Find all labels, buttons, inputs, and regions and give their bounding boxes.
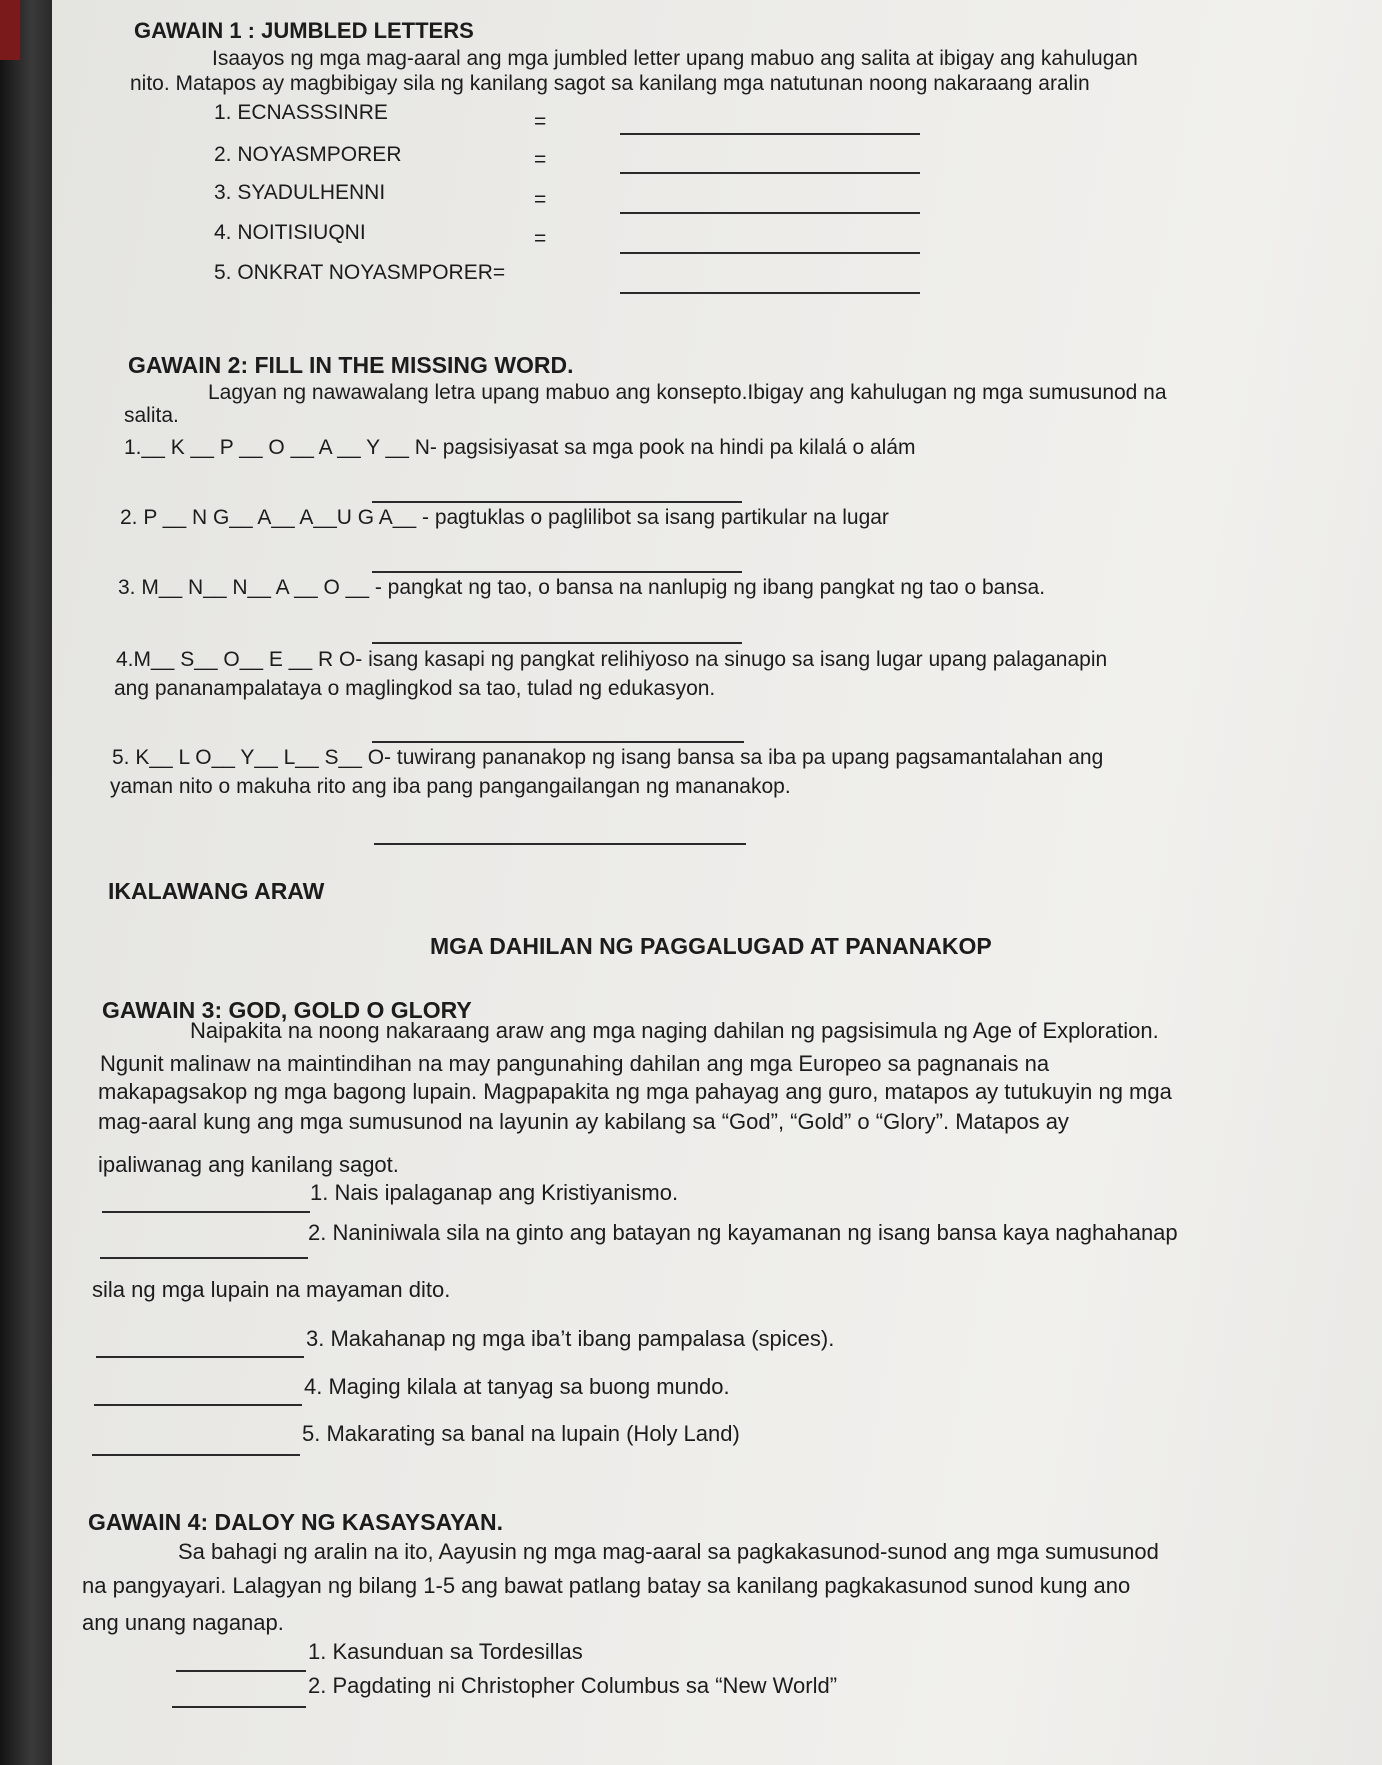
section-subtitle: MGA DAHILAN NG PAGGALUGAD AT PANANAKOP	[430, 933, 992, 959]
answer-blank-fill-1[interactable]	[372, 501, 742, 503]
answer-blank-g3-1[interactable]	[102, 1211, 310, 1213]
g4-item-2: 2. Pagdating ni Christopher Columbus sa “New World”	[308, 1673, 838, 1698]
gawain3-paragraph-line5: ipaliwanag ang kanilang sagot.	[98, 1152, 399, 1177]
gawain1-instruction-line1: Isaayos ng mga mag-aaral ang mga jumbled letter upang mabuo ang salita at ibigay ang kahulugan	[212, 47, 1138, 70]
answer-blank-g3-5[interactable]	[92, 1454, 300, 1456]
gawain3-paragraph-line2: Ngunit malinaw na maintindihan na may pangunahing dahilan ang mga Europeo sa pagnanais na	[100, 1051, 1050, 1076]
jumbled-item-1: 1. ECNASSSINRE	[214, 101, 388, 124]
answer-blank-g3-2[interactable]	[100, 1257, 308, 1259]
g3-item-3: 3. Makahanap ng mga iba’t ibang pampalasa (spices).	[306, 1326, 835, 1351]
g3-item-2-line1: 2. Naniniwala sila na ginto ang batayan ng kayamanan ng isang bansa kaya naghahanap	[308, 1220, 1178, 1245]
g3-item-5: 5. Makarating sa banal na lupain (Holy Land)	[302, 1421, 740, 1446]
fill-item-1: 1.__ K __ P __ O __ A __ Y __ N- pagsisiyasat sa mga pook na hindi pa kilalá o alám	[124, 436, 916, 459]
gawain2-title: GAWAIN 2: FILL IN THE MISSING WORD.	[128, 352, 574, 378]
gawain3-title: GAWAIN 3: GOD, GOLD O GLORY	[102, 997, 472, 1023]
fill-item-2: 2. P __ N G__ A__ A__U G A__ - pagtuklas o paglilibot sa isang partikular na lugar	[120, 506, 889, 529]
gawain3-paragraph-line1: Naipakita na noong nakaraang araw ang mga naging dahilan ng pagsisimula ng Age of Exploration.	[190, 1018, 1159, 1043]
fill-item-5-line2: yaman nito o makuha rito ang iba pang pangangailangan ng mananakop.	[110, 775, 791, 798]
answer-blank-g4-1[interactable]	[176, 1670, 306, 1672]
answer-blank-fill-4[interactable]	[372, 741, 744, 743]
day-two-heading: IKALAWANG ARAW	[108, 878, 325, 904]
g3-item-4: 4. Maging kilala at tanyag sa buong mundo.	[304, 1374, 730, 1399]
red-tab	[0, 0, 20, 60]
jumbled-item-2: 2. NOYASMPORER	[214, 143, 402, 166]
gawain4-title: GAWAIN 4: DALOY NG KASAYSAYAN.	[88, 1509, 503, 1535]
gawain2-instruction-line2: salita.	[124, 404, 179, 427]
answer-blank-1[interactable]	[620, 133, 920, 135]
fill-item-4-line1: 4.M__ S__ O__ E __ R O- isang kasapi ng pangkat relihiyoso na sinugo sa isang lugar upang palaganapin	[116, 648, 1108, 671]
jumbled-item-3: 3. SYADULHENNI	[214, 181, 386, 204]
gawain2-instruction-line1: Lagyan ng nawawalang letra upang mabuo ang konsepto.Ibigay ang kahulugan ng mga sumusunod na	[208, 381, 1167, 404]
gawain4-paragraph-line1: Sa bahagi ng aralin na ito, Aayusin ng mga mag-aaral sa pagkakasunod-sunod ang mga sumusunod	[178, 1539, 1159, 1564]
fill-item-4-line2: ang pananampalataya o maglingkod sa tao, tulad ng edukasyon.	[114, 677, 716, 700]
jumbled-item-5: 5. ONKRAT NOYASMPORER=	[214, 261, 506, 284]
equals-sign: =	[534, 148, 547, 171]
equals-sign: =	[534, 227, 547, 250]
answer-blank-fill-5[interactable]	[374, 843, 746, 845]
answer-blank-g3-4[interactable]	[94, 1404, 302, 1406]
gawain3-paragraph-line3: makapagsakop ng mga bagong lupain. Magpapakita ng mga pahayag ang guro, matapos ay tutukuyin ng mga	[98, 1079, 1172, 1104]
fill-item-3: 3. M__ N__ N__ A __ O __ - pangkat ng tao, o bansa na nanlupig ng ibang pangkat ng tao o bansa.	[118, 576, 1046, 599]
jumbled-item-4: 4. NOITISIUQNI	[214, 221, 366, 244]
answer-blank-3[interactable]	[620, 212, 920, 214]
answer-blank-2[interactable]	[620, 172, 920, 174]
answer-blank-fill-3[interactable]	[372, 642, 742, 644]
gawain3-paragraph-line4: mag-aaral kung ang mga sumusunod na layunin ay kabilang sa “God”, “Gold” o “Glory”. Matapos ay	[98, 1109, 1069, 1134]
gawain4-paragraph-line3: ang unang naganap.	[82, 1610, 284, 1635]
g4-item-1: 1. Kasunduan sa Tordesillas	[308, 1639, 583, 1664]
answer-blank-fill-2[interactable]	[372, 571, 742, 573]
worksheet-page	[52, 0, 1382, 1765]
binding-edge	[0, 0, 52, 1765]
answer-blank-g3-3[interactable]	[96, 1356, 304, 1358]
g3-item-1: 1. Nais ipalaganap ang Kristiyanismo.	[310, 1180, 679, 1205]
equals-sign: =	[534, 188, 547, 211]
gawain1-instruction-line2: nito. Matapos ay magbibigay sila ng kanilang sagot sa kanilang mga natutunan noong nakaraang aralin	[130, 72, 1090, 95]
answer-blank-g4-2[interactable]	[172, 1706, 306, 1708]
answer-blank-4[interactable]	[620, 252, 920, 254]
g3-item-2-line2: sila ng mga lupain na mayaman dito.	[92, 1277, 451, 1302]
fill-item-5-line1: 5. K__ L O__ Y__ L__ S__ O- tuwirang pananakop ng isang bansa sa iba pa upang pagsamantalahan ang	[112, 746, 1104, 769]
gawain4-paragraph-line2: na pangyayari. Lalagyan ng bilang 1-5 ang bawat patlang batay sa kanilang pagkakasunod sunod kung ano	[82, 1573, 1131, 1598]
gawain1-title: GAWAIN 1 : JUMBLED LETTERS	[134, 18, 474, 43]
answer-blank-5[interactable]	[620, 292, 920, 294]
equals-sign: =	[534, 110, 547, 133]
